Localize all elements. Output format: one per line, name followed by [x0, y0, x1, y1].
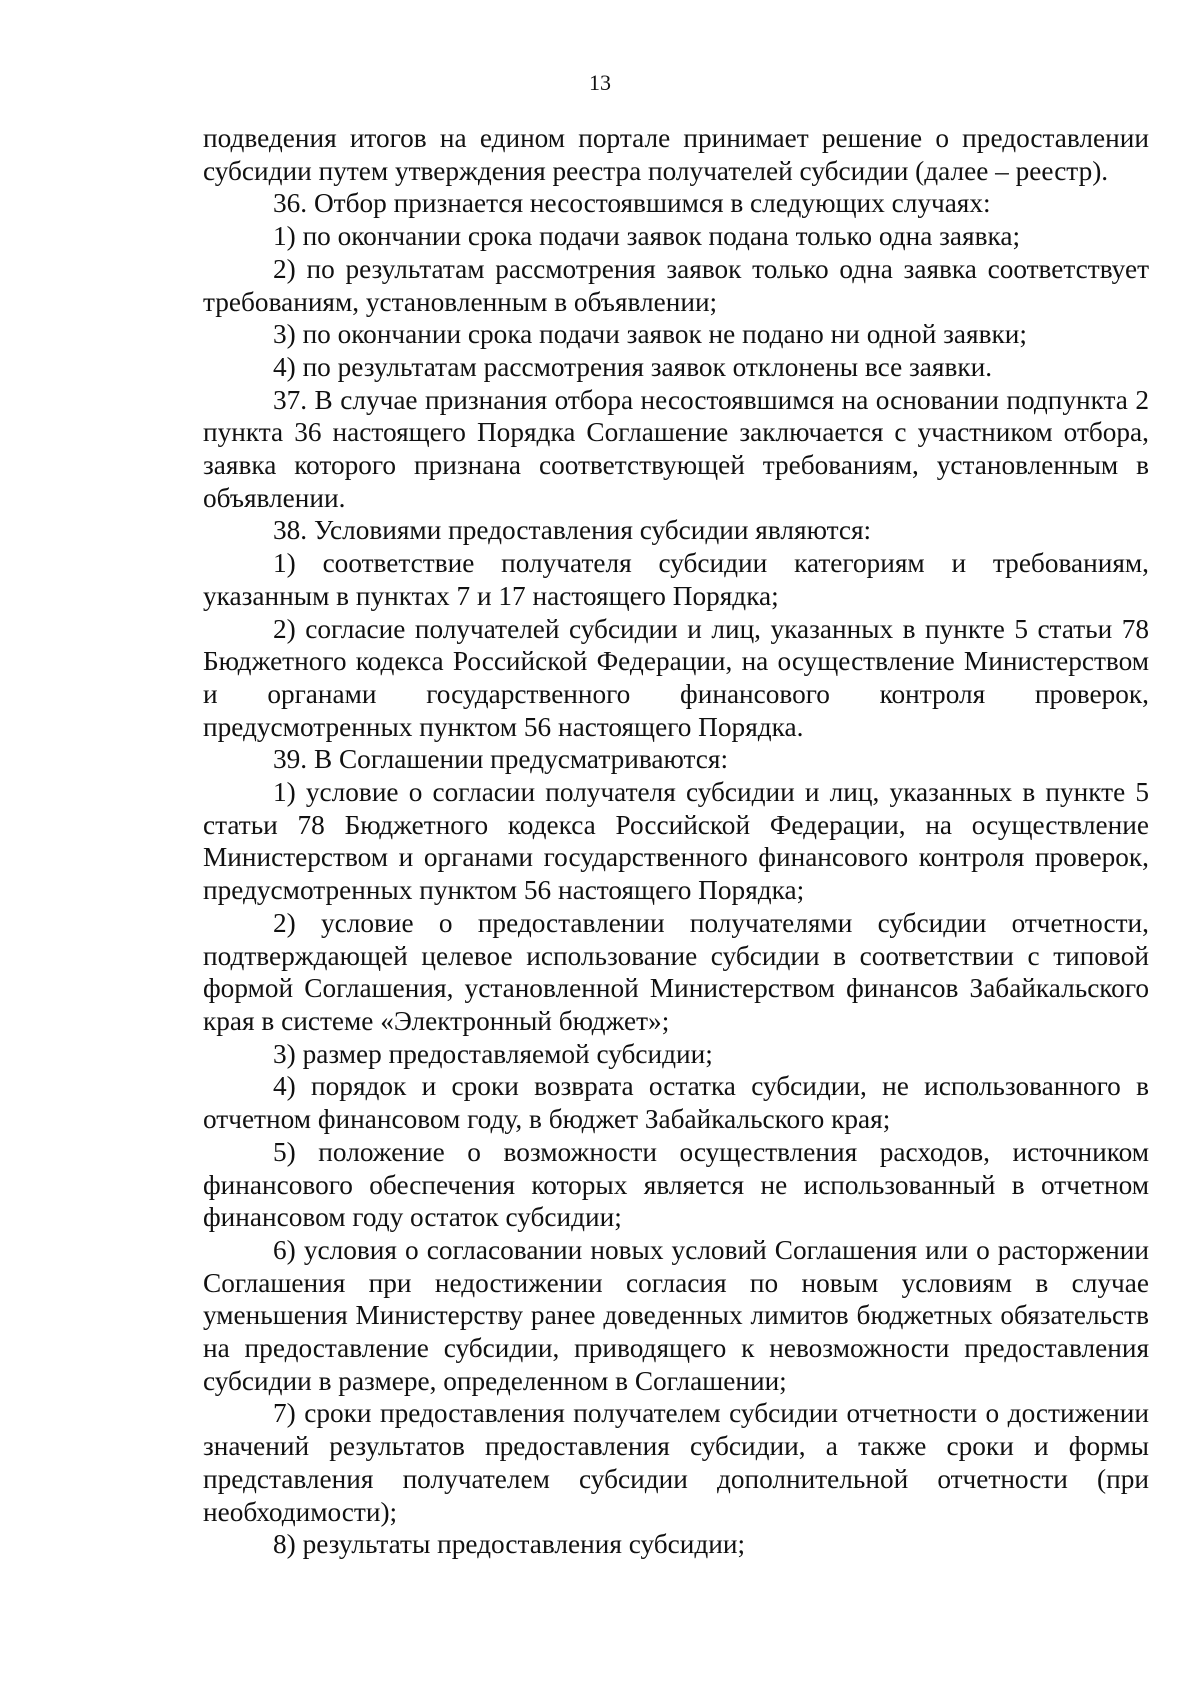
- paragraph-36-item-4: 4) по результатам рассмотрения заявок отклонены все заявки.: [273, 351, 993, 382]
- paragraph-39-item-6: 6) условия о согласовании новых условий Соглашения или о расторжении Соглашения при недостижении согласия по новым условиям в случае уменьшения Министерству ранее доведенных лимитов бюджетных обязательств на предоставление субсидии, приводящего к невозможности предоставления субсидии в размере, определенном в Соглашении;: [203, 1234, 1149, 1396]
- document-body: [203, 122, 1149, 1561]
- paragraph-39: 39. В Соглашении предусматриваются:: [273, 744, 729, 775]
- paragraph-36: 36. Отбор признается несостоявшимся в следующих случаях:: [273, 188, 991, 219]
- paragraph-38-item-2: 2) согласие получателей субсидии и лиц, указанных в пункте 5 статьи 78 Бюджетного кодекса Российской Федерации, на осуществление Министерством и органами государственного финансового контроля проверок, предусмотренных пунктом 56 настоящего Порядка.: [203, 613, 1149, 742]
- paragraph-38: 38. Условиями предоставления субсидии являются:: [273, 515, 872, 546]
- paragraph-37: 37. В случае признания отбора несостоявшимся на основании подпункта 2 пункта 36 настоящего Порядка Соглашение заключается с участником отбора, заявка которого признана соответствующей требованиям, установленным в объявлении.: [203, 384, 1149, 513]
- paragraph-39-item-4: 4) порядок и сроки возврата остатка субсидии, не использованного в отчетном финансовом году, в бюджет Забайкальского края;: [203, 1071, 1149, 1135]
- paragraph-39-item-8: 8) результаты предоставления субсидии;: [273, 1529, 746, 1560]
- paragraph-39-item-1: 1) условие о согласии получателя субсидии и лиц, указанных в пункте 5 статьи 78 Бюджетного кодекса Российской Федерации, на осуществление Министерством и органами государственного финансового контроля проверок, предусмотренных пунктом 56 настоящего Порядка;: [203, 777, 1149, 906]
- paragraph-38-item-1: 1) соответствие получателя субсидии категориям и требованиям, указанным в пунктах 7 и 17 настоящего Порядка;: [203, 548, 1149, 611]
- paragraph-36-item-2: 2) по результатам рассмотрения заявок только одна заявка соответствует требованиям, установленным в объявлении;: [203, 253, 1149, 317]
- paragraph-continuation: подведения итогов на едином портале принимает решение о предоставлении субсидии путем утверждения реестра получателей субсидии (далее – реестр).: [203, 123, 1149, 186]
- page-number: 13: [589, 70, 611, 95]
- paragraph-39-item-2: 2) условие о предоставлении получателями субсидии отчетности, подтверждающей целевое использование субсидии в соответствии с типовой формой Соглашения, установленной Министерством финансов Забайкальского края в системе «Электронный бюджет»;: [203, 907, 1149, 1036]
- paragraph-36-item-3: 3) по окончании срока подачи заявок не подано ни одной заявки;: [273, 319, 1027, 350]
- paragraph-39-item-3: 3) размер предоставляемой субсидии;: [273, 1038, 713, 1069]
- paragraph-36-item-1: 1) по окончании срока подачи заявок подана только одна заявка;: [273, 221, 1021, 252]
- paragraph-39-item-7: 7) сроки предоставления получателем субсидии отчетности о достижении значений результатов предоставления субсидии, а также сроки и формы представления получателем субсидии дополнительной отчетности (при необходимости);: [203, 1398, 1149, 1527]
- paragraph-39-item-5: 5) положение о возможности осуществления расходов, источником финансового обеспечения которых является не использованный в отчетном финансовом году остаток субсидии;: [203, 1136, 1149, 1233]
